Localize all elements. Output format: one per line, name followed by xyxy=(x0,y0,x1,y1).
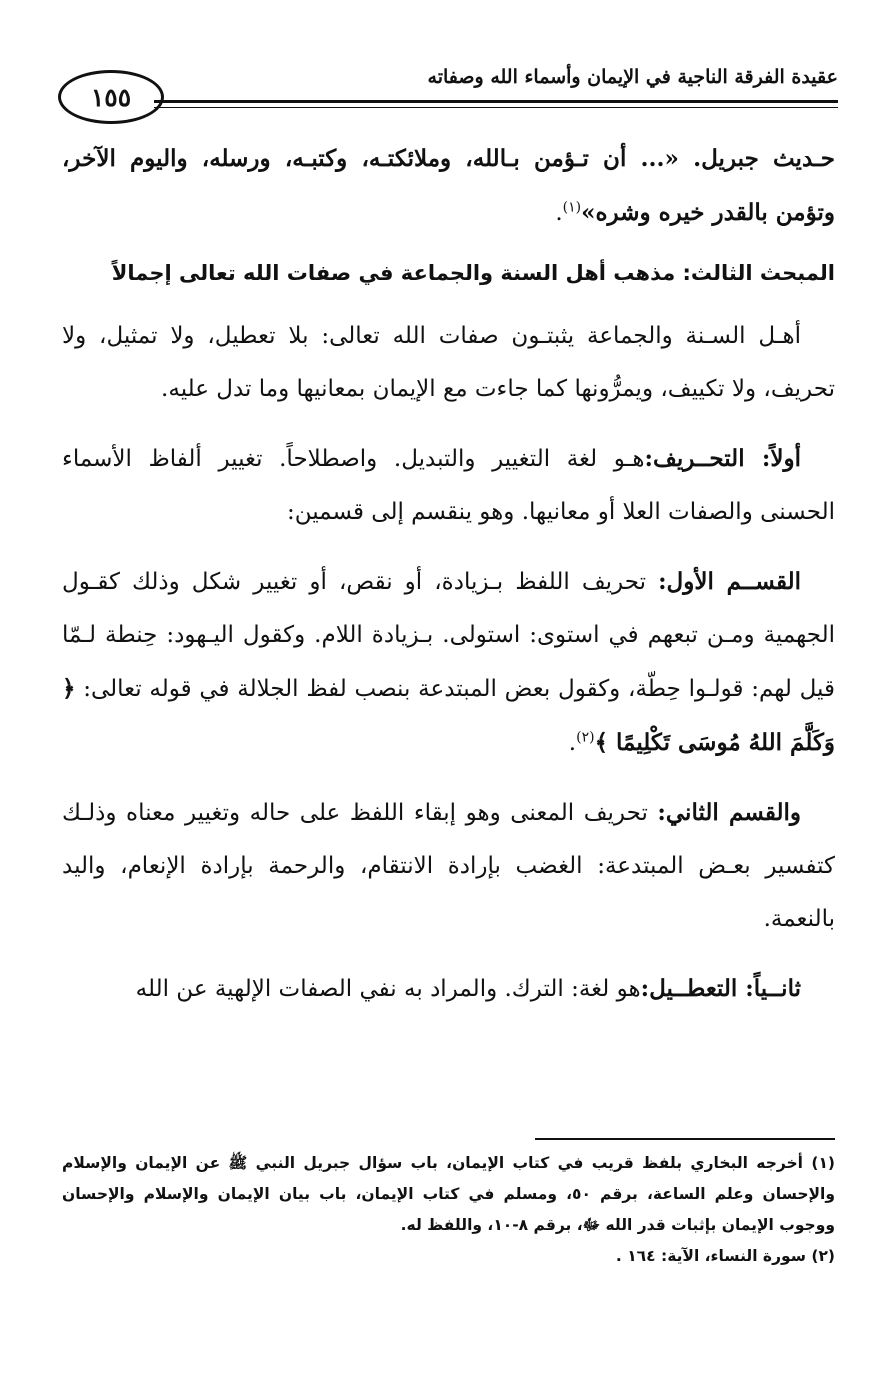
first-part-text: تحريف اللفظ بـزيادة، أو نقص، أو تغيير شكل وذلك كقـول الجهمية ومـن تبعهم في استوى: استولى. بـزيادة اللام. وكقول اليـهود: حِنطة لـمّا قيل لهم: قولـوا حِطّة، وكقول بعض المبتدعة بنصب لفظ الجلالة في قوله تعالى: xyxy=(62,569,835,702)
running-header xyxy=(58,62,838,124)
paragraph-hadith xyxy=(62,132,835,240)
paragraph-ahl-sunnah: أهـل السـنة والجماعة يثبتـون صفات الله تعالى: بلا تعطيل، ولا تمثيل، ولا تحريف، ولا تكييف، ويمرُّونها كما جاءت مع الإيمان بمعانيها وما تدل عليه. xyxy=(62,323,835,402)
hadith-end: . xyxy=(555,200,563,226)
second-part-label: والقسم الثاني: xyxy=(657,799,801,826)
footnote-ref-2: (٢) xyxy=(576,729,595,746)
footnote-separator xyxy=(535,1138,835,1140)
footnote-1: (١) أخرجه البخاري بلفظ قريب في كتاب الإيمان، باب سؤال جبريل النبي ﷺ عن الإيمان والإسلام والإحسان وعلم الساعة، برقم ٥٠، ومسلم في كتاب الإيمان، باب بيان الإيمان والإسلام والإحسان ووجوب الإيمان بإثبات قدر الله ﷻ، برقم ٨-١٠، واللفظ له. xyxy=(62,1154,835,1234)
page-number: ١٥٥ xyxy=(90,82,132,112)
footnote-2: (٢) سورة النساء، الآية: ١٦٤ . xyxy=(615,1247,835,1265)
second-part-text: تحريف المعنى وهو إبقاء اللفظ على حاله وتغيير معناه وذلـك كتفسير بعـض المبتدعة: الغضب بإرادة الانتقام، والرحمة بإرادة الإنعام، واليد بالنعمة. xyxy=(62,800,835,932)
paragraph-first-part xyxy=(62,555,835,770)
header-rule-thin xyxy=(154,107,838,108)
header-rule-thick xyxy=(154,100,838,103)
section-heading: المبحث الثالث: مذهب أهل السنة والجماعة في صفات الله تعالى إجمالاً xyxy=(111,261,835,285)
main-text xyxy=(62,132,835,1032)
footnote-ref-1: (١) xyxy=(562,199,582,216)
first-part-end: . xyxy=(568,730,577,756)
hadith-text: حـديث جبريل. «... أن تـؤمن بـالله، وملائكتـه، وكتبـه، ورسله، واليوم الآخر، وتؤمن بالقدر خيره وشره» xyxy=(62,145,835,226)
tatil-label: ثانــياً: التعطــيل: xyxy=(640,975,801,1002)
tahrif-label: أولاً: التحــريف: xyxy=(644,445,801,472)
quran-verse: ﴿ وَكَلَّمَ اللهُ مُوسَى تَكْلِيمًا ﴾ xyxy=(62,675,835,756)
page-number-oval xyxy=(58,70,164,124)
first-part-label: القســم الأول: xyxy=(658,568,801,595)
footnotes xyxy=(62,1148,835,1272)
tatil-text: هو لغة: الترك. والمراد به نفي الصفات الإلهية عن الله xyxy=(135,976,641,1002)
tahrif-text: هـو لغة التغيير والتبديل. واصطلاحاً. تغيير ألفاظ الأسماء الحسنى والصفات العلا أو معانيها. وهو ينقسم إلى قسمين: xyxy=(62,446,835,525)
paragraph-tatil xyxy=(62,962,835,1016)
paragraph-tahrif xyxy=(62,432,835,539)
book-title: عقيدة الفرقة الناجية في الإيمان وأسماء الله وصفاته xyxy=(427,66,838,88)
paragraph-second-part xyxy=(62,786,835,946)
